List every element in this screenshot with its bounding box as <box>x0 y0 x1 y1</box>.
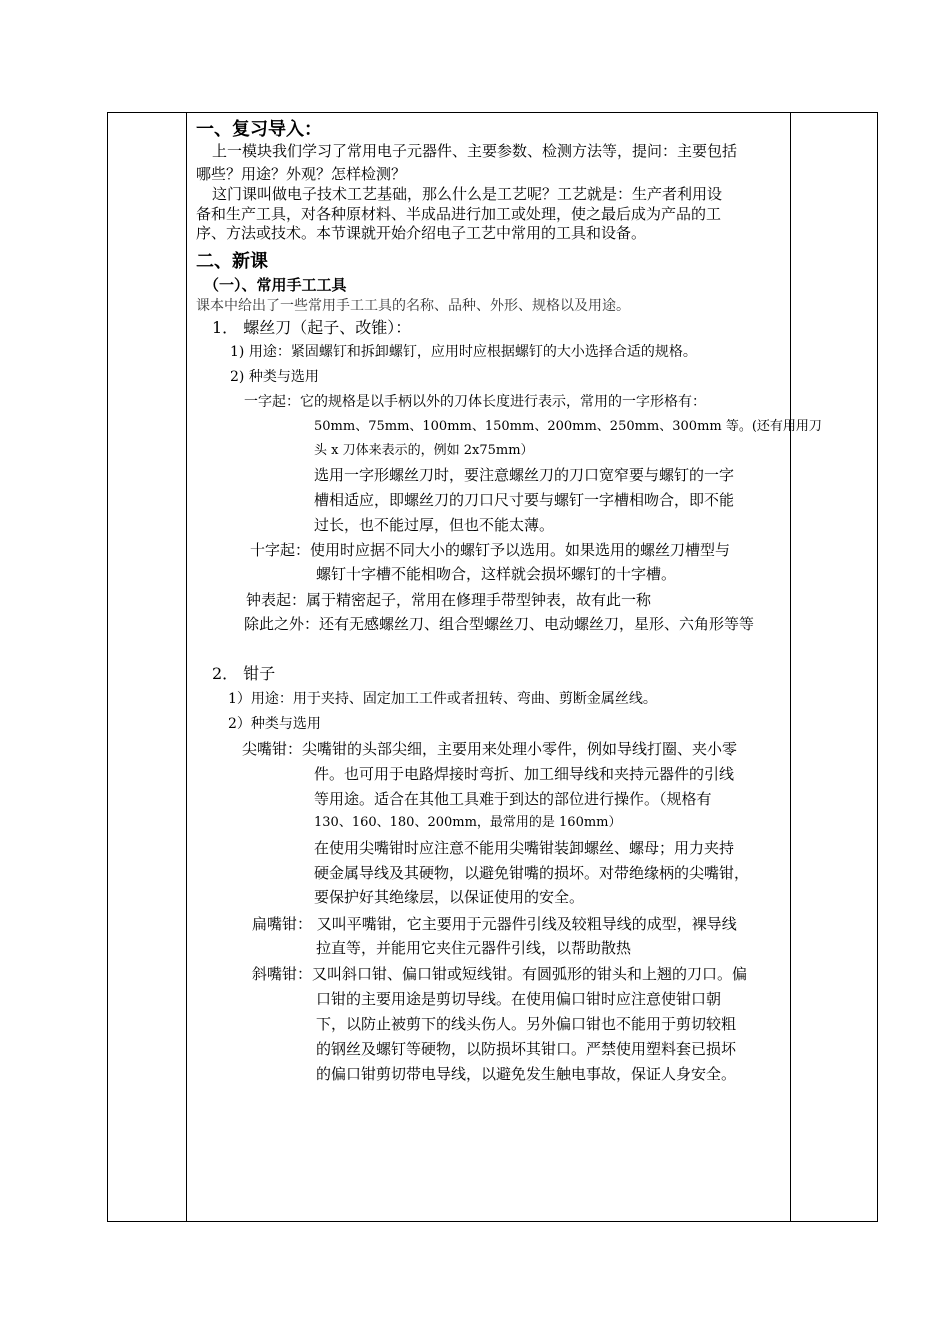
section1-p2-line1: 这门课叫做电子技术工艺基础，那么什么是工艺呢？工艺就是：生产者利用设 <box>212 185 723 203</box>
flathead-line5: 槽相适应，即螺丝刀的刀口尺寸要与螺钉一字槽相吻合，即不能 <box>314 491 735 509</box>
pliers-use: 1）用途：用于夹持、固定加工工件或者扭转、弯曲、剪断金属丝线。 <box>228 691 657 707</box>
flat-nose-line1: 扁嘴钳： 又叫平嘴钳，它主要用于元器件引线及较粗导线的成型，裸导线 <box>252 915 737 933</box>
screwdriver-heading: 1． 螺丝刀（起子、改锥）： <box>212 318 412 337</box>
flathead-line6: 过长，也不能过厚，但也不能太薄。 <box>314 516 555 534</box>
diagonal-line3: 下，以防止被剪下的线头伤人。另外偏口钳也不能用于剪切较粗 <box>316 1015 737 1033</box>
section2-title: 二、新课 <box>196 251 268 272</box>
screwdriver-types: 2) 种类与选用 <box>230 369 319 385</box>
section1-title: 一、复习导入： <box>196 119 322 140</box>
diagonal-line1: 斜嘴钳：又叫斜口钳、偏口钳或短线钳。有圆弧形的钳头和上翘的刀口。偏 <box>252 965 748 983</box>
screwdriver-other: 除此之外：还有无感螺丝刀、组合型螺丝刀、电动螺丝刀，星形、六角形等等 <box>244 615 755 633</box>
crosshead-line2: 螺钉十字槽不能相吻合，这样就会损坏螺钉的十字槽。 <box>316 565 677 583</box>
section1-p1-line1: 上一模块我们学习了常用电子元器件、主要参数、检测方法等，提问：主要包括 <box>212 142 738 160</box>
flat-nose-line2: 拉直等，并能用它夹住元器件引线，以帮助散热 <box>316 939 632 957</box>
needle-nose-line3: 等用途。适合在其他工具难于到达的部位进行操作。（规格有 <box>314 790 712 808</box>
section1-p1-line2: 哪些？用途？外观？怎样检测？ <box>196 165 407 183</box>
section1-p2-line3: 序、方法或技术。本节课就开始介绍电子工艺中常用的工具和设备。 <box>196 224 647 242</box>
section2-subtitle: （一）、常用手工工具 <box>204 276 347 294</box>
flathead-line1: 一字起：它的规格是以手柄以外的刀体长度进行表示，常用的一字形格有： <box>244 394 706 410</box>
flathead-line4: 选用一字形螺丝刀时，要注意螺丝刀的刀口宽窄要与螺钉的一字 <box>314 466 735 484</box>
needle-nose-line7: 要保护好其绝缘层，以保证使用的安全。 <box>314 888 585 906</box>
needle-nose-line2: 件。也可用于电路焊接时弯折、加工细导线和夹持元器件的引线 <box>314 765 735 783</box>
needle-nose-line6: 硬金属导线及其硬物，以避免钳嘴的损坏。对带绝缘柄的尖嘴钳， <box>314 864 750 882</box>
crosshead-line1: 十字起：使用时应据不同大小的螺钉予以选用。如果选用的螺丝刀槽型与 <box>250 541 731 559</box>
screwdriver-use: 1) 用途：紧固螺钉和拆卸螺钉，应用时应根据螺钉的大小选择合适的规格。 <box>230 344 697 360</box>
column-divider-left <box>186 112 187 1222</box>
pliers-types: 2）种类与选用 <box>228 716 321 732</box>
flathead-line3: 头 x 刀体来表示的，例如 2x75mm） <box>314 443 534 458</box>
needle-nose-line1: 尖嘴钳：尖嘴钳的头部尖细，主要用来处理小零件，例如导线打圈、夹小零 <box>242 740 738 758</box>
diagonal-line4: 的钢丝及螺钉等硬物，以防损坏其钳口。严禁使用塑料套已损坏 <box>316 1040 737 1058</box>
diagonal-line5: 的偏口钳剪切带电导线，以避免发生触电事故，保证人身安全。 <box>316 1065 737 1083</box>
flathead-line2: 50mm、75mm、100mm、150mm、200mm、250mm、300mm 等。(还有用用刀 <box>314 419 822 434</box>
watch-screwdriver: 钟表起：属于精密起子，常用在修理手带型钟表，故有此一称 <box>246 591 652 609</box>
diagonal-line2: 口钳的主要用途是剪切导线。在使用偏口钳时应注意使钳口朝 <box>316 990 722 1008</box>
column-divider-right <box>790 112 791 1222</box>
section2-intro: 课本中给出了一些常用手工工具的名称、品种、外形、规格以及用途。 <box>196 298 630 314</box>
needle-nose-line5: 在使用尖嘴钳时应注意不能用尖嘴钳装卸螺丝、螺母；用力夹持 <box>314 839 735 857</box>
needle-nose-line4: 130、160、180、200mm，最常用的是 160mm） <box>314 815 622 830</box>
pliers-heading: 2． 钳子 <box>212 664 276 683</box>
section1-p2-line2: 备和生产工具，对各种原材料、半成品进行加工或处理，使之最后成为产品的工 <box>196 205 722 223</box>
lesson-content-cell <box>194 112 822 1220</box>
